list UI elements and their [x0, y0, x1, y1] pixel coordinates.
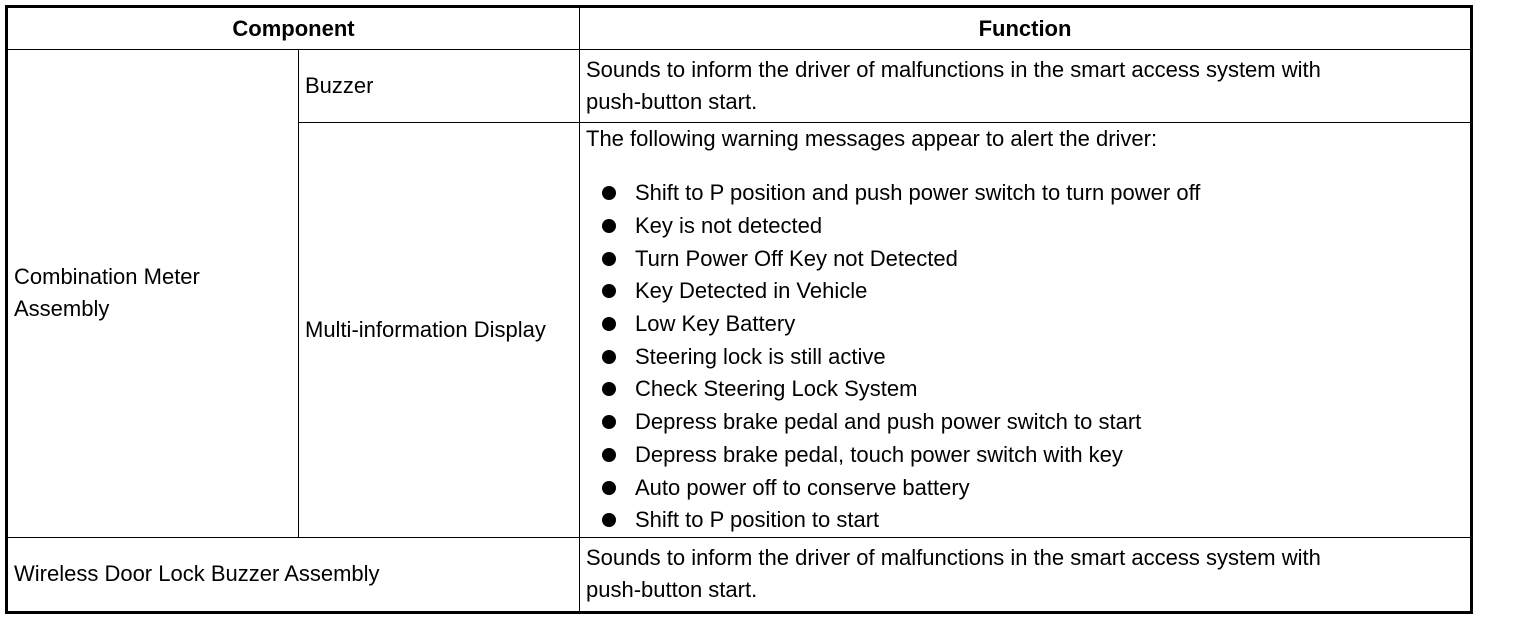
buzzer-cell: Buzzer [299, 50, 580, 123]
table-row-buzzer [7, 50, 1472, 123]
header-row [7, 7, 1472, 50]
warning-message-text: Auto power off to conserve battery [635, 474, 970, 500]
bullet-icon [602, 186, 616, 200]
warning-message-item [602, 504, 1464, 537]
buzzer-function-line1: Sounds to inform the driver of malfunctions in the smart access system with [586, 57, 1321, 82]
warning-message-item [602, 275, 1464, 308]
warning-message-text: Check Steering Lock System [635, 376, 918, 402]
warning-message-text: Depress brake pedal, touch power switch with key [635, 441, 1123, 467]
component-function-table [5, 5, 1473, 614]
warning-message-text: Shift to P position to start [635, 507, 880, 533]
warning-message-text: Low Key Battery [635, 311, 796, 337]
mid-function-cell [580, 123, 1472, 538]
warning-message-text: Key Detected in Vehicle [635, 278, 868, 304]
buzzer-function-line2: push-button start. [586, 89, 758, 114]
wireless-buzzer-function-line1: Sounds to inform the driver of malfunctions in the smart access system with [586, 545, 1321, 571]
bullet-icon [602, 481, 616, 495]
combination-meter-label-line1: Combination Meter [14, 264, 200, 290]
header-function: Function [580, 7, 1472, 50]
warning-message-item [602, 177, 1464, 210]
warning-message-item [602, 340, 1464, 373]
header-component: Component [7, 7, 580, 50]
warning-message-item [602, 210, 1464, 243]
warning-message-text: Steering lock is still active [635, 343, 886, 369]
warning-message-item [602, 373, 1464, 406]
bullet-icon [602, 513, 616, 527]
warning-message-item [602, 308, 1464, 341]
warning-message-item [602, 406, 1464, 439]
warning-message-text: Shift to P position and push power switch to turn power off [635, 180, 1201, 206]
warning-message-item [602, 242, 1464, 275]
warning-message-text: Depress brake pedal and push power switch to start [635, 409, 1142, 435]
bullet-icon [602, 252, 616, 266]
multi-information-display-cell: Multi-information Display [299, 123, 580, 538]
bullet-icon [602, 219, 616, 233]
bullet-icon [602, 317, 616, 331]
bullet-icon [602, 284, 616, 298]
warning-message-text: Key is not detected [635, 213, 823, 239]
bullet-icon [602, 382, 616, 396]
wireless-door-lock-buzzer-cell: Wireless Door Lock Buzzer Assembly [7, 537, 580, 612]
warning-message-item [602, 471, 1464, 504]
mid-function-intro: The following warning messages appear to alert the driver: [586, 126, 1158, 151]
wireless-buzzer-function-cell [580, 537, 1472, 612]
warning-message-list [586, 177, 1464, 537]
combination-meter-cell [7, 50, 299, 538]
warning-message-text: Turn Power Off Key not Detected [635, 245, 958, 271]
combination-meter-label-line2: Assembly [14, 296, 110, 322]
buzzer-function-cell [580, 50, 1472, 123]
bullet-icon [602, 415, 616, 429]
bullet-icon [602, 448, 616, 462]
bullet-icon [602, 350, 616, 364]
table-row-wireless-door-lock-buzzer [7, 537, 1472, 612]
component-function-table-wrapper [5, 5, 1473, 614]
wireless-buzzer-function-line2: push-button start. [586, 577, 758, 603]
warning-message-item [602, 439, 1464, 472]
